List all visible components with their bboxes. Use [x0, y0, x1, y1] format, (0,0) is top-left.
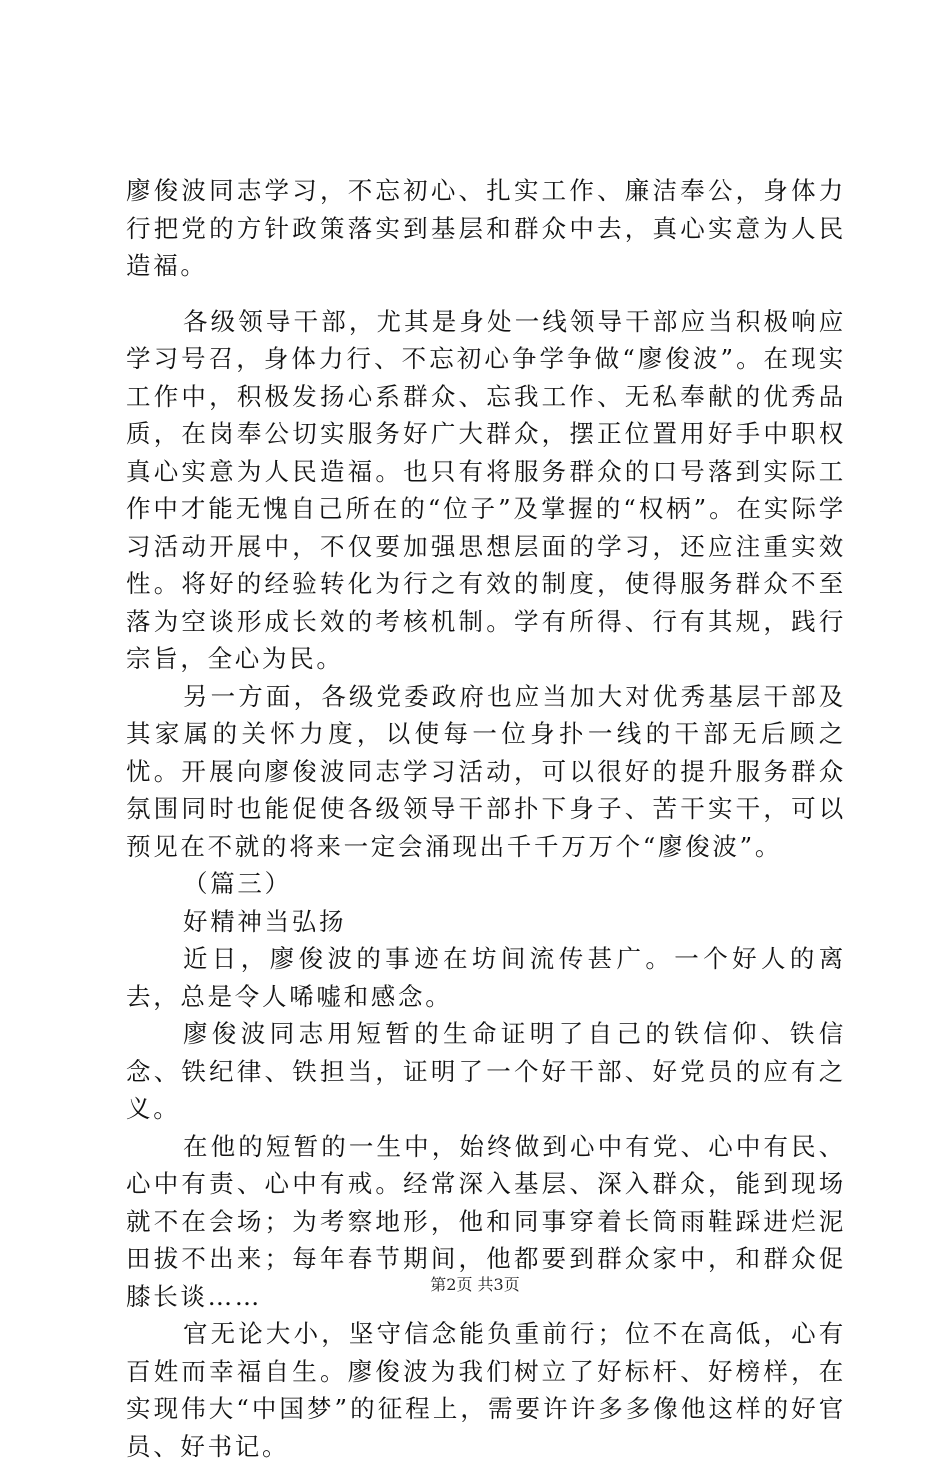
paragraph-2: 各级领导干部，尤其是身处一线领导干部应当积极响应学习号召，身体力行、不忘初心争学争做“廖俊波”。在现实工作中，积极发扬心系群众、忘我工作、无私奉献的优秀品质，在岗奉公切实服务好广大群众，摆正位置用好手中职权真心实意为人民造福。也只有将服务群众的口号落到实际工作中才能无愧自己所在的“位子”及掌握的“权柄”。在实际学习活动开展中，不仅要加强思想层面的学习，还应注重实效性。将好的经验转化为行之有效的制度，使得服务群众不至落为空谈形成长效的考核机制。学有所得、行有其规，践行宗旨，全心为民。 [126, 306, 846, 673]
page-number-footer: 第2页 共3页 [430, 1275, 520, 1294]
paragraph-1: 廖俊波同志学习，不忘初心、扎实工作、廉洁奉公，身体力行把党的方针政策落实到基层和群众中去，真心实意为人民造福。 [126, 176, 846, 280]
section-title: 好精神当弘扬 [183, 906, 347, 936]
paragraph-8: 在他的短暂的一生中，始终做到心中有党、心中有民、心中有责、心中有戒。经常深入基层、深入群众，能到现场就不在会场；为考察地形，他和同事穿着长筒雨鞋踩进烂泥田拔不出来；每年春节期间，他都要到群众家中，和群众促膝长谈…… [126, 1131, 846, 1311]
paragraph-6: 近日，廖俊波的事迹在坊间流传甚广。一个好人的离去，总是令人唏嘘和感念。 [126, 944, 846, 1011]
paragraph-9: 官无论大小，坚守信念能负重前行；位不在高低，心有百姓而幸福自生。廖俊波为我们树立了好标杆、好榜样，在实现伟大“中国梦”的征程上，需要许许多多像他这样的好官员、好书记。 [126, 1319, 846, 1461]
paragraph-7: 廖俊波同志用短暂的生命证明了自己的铁信仰、铁信念、铁纪律、铁担当，证明了一个好干部、好党员的应有之义。 [126, 1019, 846, 1123]
paragraph-3: 另一方面，各级党委政府也应当加大对优秀基层干部及其家属的关怀力度，以使每一位身扑一线的干部无后顾之忧。开展向廖俊波同志学习活动，可以很好的提升服务群众氛围同时也能促使各级领导干部扑下身子、苦干实干，可以预见在不就的将来一定会涌现出千千万万个“廖俊波”。 [126, 681, 846, 861]
section-label: （篇三） [183, 869, 292, 898]
document-body [126, 172, 846, 1465]
